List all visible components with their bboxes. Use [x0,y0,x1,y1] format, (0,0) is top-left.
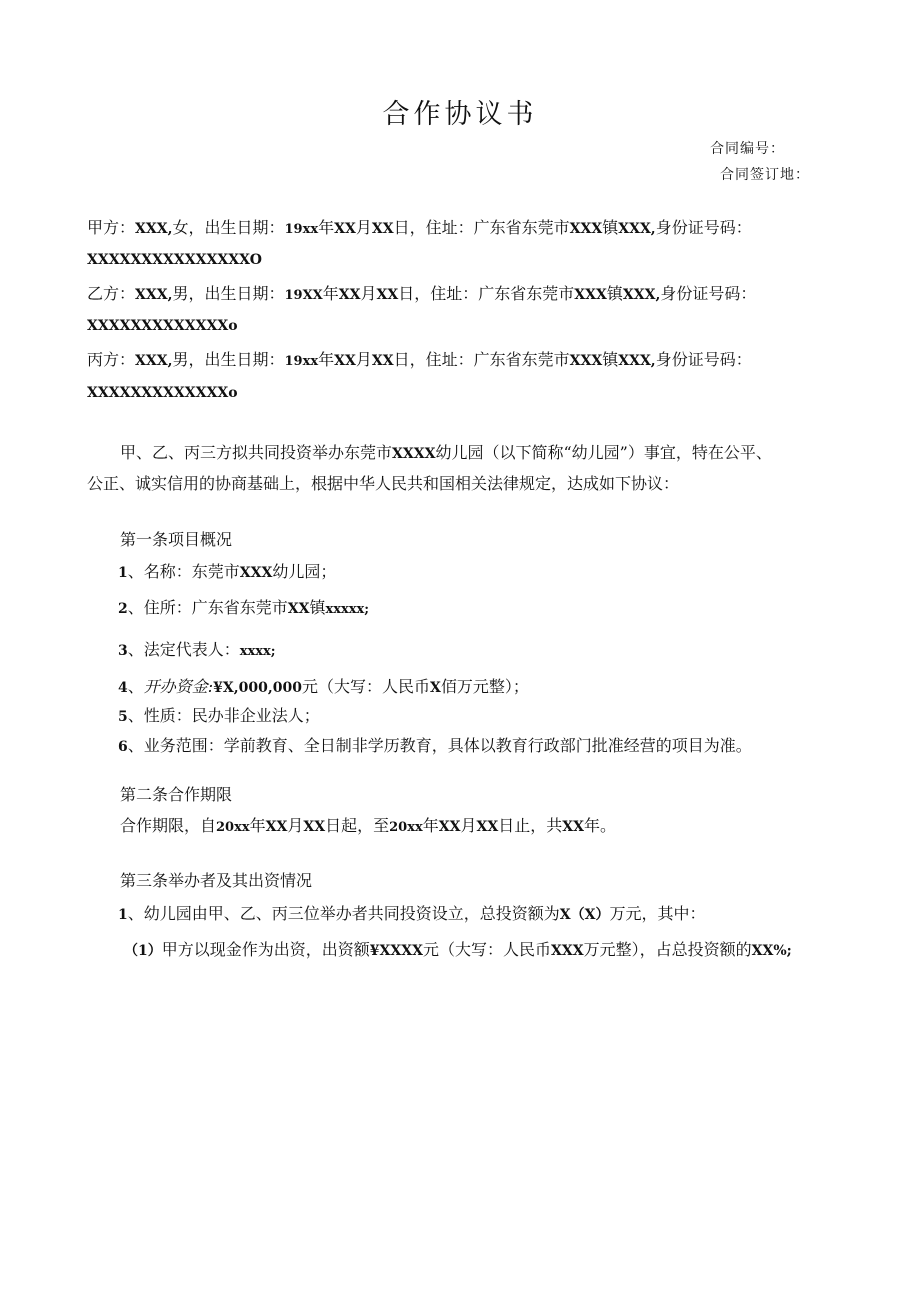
party-c-address: XXX, [618,353,656,369]
item-text: 、 [127,677,144,696]
document-title: 合作协议书 [382,99,538,130]
contribution-percent: XX%; [751,943,792,959]
article-2-heading: 第二条合作期限 [120,785,233,804]
party-b-address-prefix: 日，住址：广东省东莞市 [398,284,575,303]
start-day: XX [303,819,326,835]
party-a-address-prefix: 日，住址：广东省东莞市 [393,218,570,237]
party-a-name: XXX, [135,221,173,237]
item-text: 镇 [309,598,326,617]
party-a-month: XX [334,221,356,237]
item-text: 佰万元整）； [440,677,529,696]
article-1-item-6 [118,736,752,757]
month-unit: 月 [360,284,377,303]
address-placeholder: xxxxx; [325,602,370,617]
article-2-text: 日起，至 [325,816,390,835]
party-b-name: XXX, [135,287,173,303]
party-c-label: 丙方： [87,350,136,369]
party-a-gender: 女，出生日期： [172,218,285,237]
party-b-address: XXX, [622,287,661,303]
party-b-line [87,284,756,306]
article-1-heading: 第一条项目概况 [120,530,233,549]
item-text: 、法定代表人： [127,640,240,659]
article-1-item-3 [118,640,276,662]
article-1-item-4 [118,677,529,698]
id-label: 身份证号码： [655,350,752,369]
party-b-gender: 男，出生日期： [172,284,285,303]
end-year: 20xx [389,820,423,835]
party-c-address-prefix: 日，住址：广东省东莞市 [393,350,570,369]
intro-text-a: 甲、乙、丙三方拟共同投资举办东莞市 [120,443,393,462]
capital-amount-words: X [430,680,441,696]
party-b-month: XX [338,287,361,303]
intro-line-1 [120,443,772,464]
item-text: 、性质：民办非企业法人； [127,706,320,725]
item-text: 元（大写：人民币 [301,677,430,696]
contribution-amount-words: XXX [550,943,584,959]
party-c-town: XXX [569,353,603,369]
party-a-label: 甲方： [87,218,136,237]
sign-place-label: 合同签订地： [720,167,810,183]
id-label: 身份证号码： [655,218,752,237]
item-number: 5 [118,709,128,725]
item-text: 幼儿园； [272,562,337,581]
year-unit: 年 [318,350,335,369]
party-a-line [87,218,752,240]
item-text: 、业务范围：学前教育、全日制非学历教育，具体以教育行政部门批准经营的项目为准。 [127,736,752,755]
kindergarten-name-placeholder: XXXX [392,446,436,462]
item-text: 、幼儿园由甲、乙、丙三位举办者共同投资设立，总投资额为 [127,904,560,923]
article-2-text: 年。 [583,816,616,835]
party-c-month: XX [334,353,356,369]
party-a-address: XXX, [618,221,656,237]
article-1-item-1 [118,562,336,583]
contract-number-label: 合同编号： [710,141,785,157]
party-a-year: 19xx [284,222,319,237]
item-text: 元（大写：人民币 [422,940,551,959]
month-unit: 月 [355,218,372,237]
start-year: 20xx [216,820,250,835]
sub-item-number: （1） [124,943,162,959]
party-b-town: XXX [574,287,607,303]
party-b-day: XX [376,287,399,303]
party-a-town: XXX [569,221,603,237]
article-3-heading: 第三条举办者及其出资情况 [120,871,313,890]
party-b-year: 19XX [284,288,323,303]
party-c-gender: 男，出生日期： [172,350,285,369]
article-2-text: 日止，共 [498,816,563,835]
item-number: 1 [118,565,128,581]
item-number: 2 [118,601,128,617]
item-number: 1 [118,907,128,923]
capital-amount: ¥X,000,000 [213,680,302,696]
id-label: 身份证号码： [660,284,757,303]
item-text: 、住所：广东省东莞市 [127,598,288,617]
year-unit: 年 [318,218,335,237]
article-1-item-2 [118,598,369,620]
total-investment: X（X） [559,907,610,923]
capital-label: 开办资金: [143,677,214,696]
party-b-label: 乙方： [87,284,136,303]
year-unit: 年 [249,816,266,835]
party-c-name: XXX, [135,353,173,369]
year-unit: 年 [422,816,439,835]
item-text: 甲方以现金作为出资，出资额 [161,940,370,959]
town-placeholder: XX [287,601,310,617]
party-c-line [87,350,752,372]
item-text: 、名称：东莞市 [127,562,240,581]
article-1-item-5 [118,706,320,727]
intro-text-b: 幼儿园（以下简称“幼儿园”）事宜，特在公平、 [435,443,772,462]
town-unit: 镇 [606,284,623,303]
month-unit: 月 [287,816,304,835]
end-month: XX [438,819,461,835]
party-c-id: XXXXXXXXXXXXXo [87,385,238,401]
town-unit: 镇 [602,218,619,237]
party-a-day: XX [371,221,394,237]
article-2-text: 合作期限，自 [120,816,217,835]
article-2-body [120,816,616,838]
town-unit: 镇 [602,350,619,369]
item-number: 4 [118,680,128,696]
item-text: 万元整），占总投资额的 [583,940,752,959]
party-c-day: XX [371,353,394,369]
month-unit: 月 [355,350,372,369]
term-years: XX [562,819,584,835]
intro-line-2: 公正、诚实信用的协商基础上，根据中华人民共和国相关法律规定，达成如下协议： [87,474,680,493]
end-day: XX [476,819,499,835]
month-unit: 月 [460,816,477,835]
party-b-id: XXXXXXXXXXXXXo [87,318,238,334]
item-number: 6 [118,739,128,755]
item-number: 3 [118,643,128,659]
name-placeholder: XXX [239,565,273,581]
party-c-year: 19xx [284,354,319,369]
item-text: 万元，其中： [609,904,706,923]
article-3-sub-item-1 [124,940,792,961]
contribution-amount: ¥XXXX [369,943,423,959]
year-unit: 年 [322,284,339,303]
representative-placeholder: xxxx; [239,644,276,659]
article-3-item-1 [118,904,706,925]
party-a-id: XXXXXXXXXXXXXXXO [87,252,262,268]
start-month: XX [265,819,288,835]
